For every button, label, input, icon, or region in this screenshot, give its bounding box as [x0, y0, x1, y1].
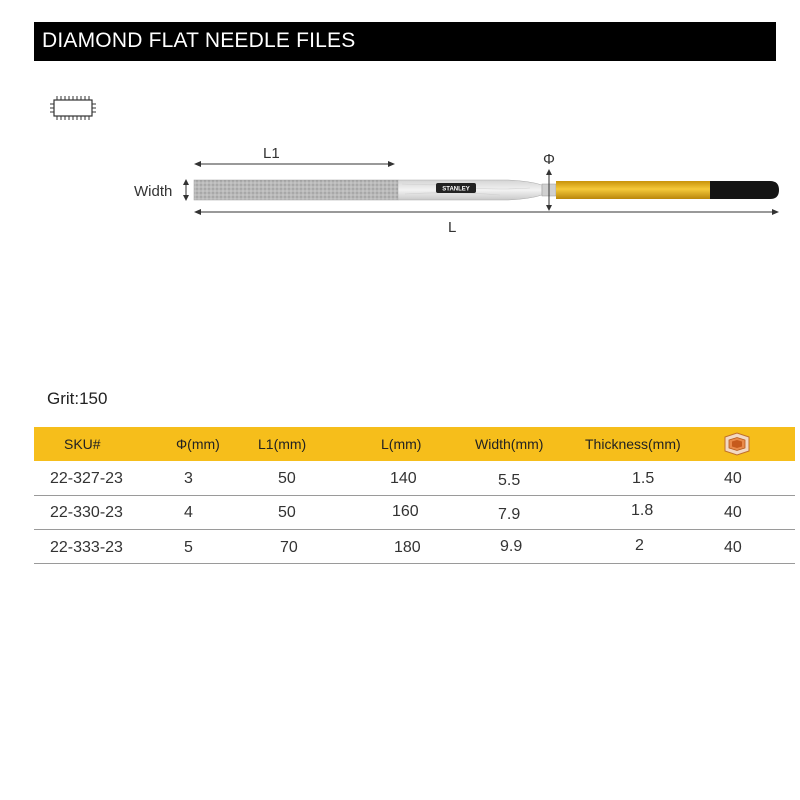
grit-label: Grit:150 — [47, 389, 108, 408]
cell-sku: 22-333-23 — [50, 539, 123, 556]
cell-thickness: 2 — [635, 537, 644, 554]
header-l: L(mm) — [381, 436, 422, 452]
header-sku: SKU# — [64, 436, 101, 452]
cell-l: 180 — [394, 539, 421, 556]
width-label: Width — [134, 183, 173, 200]
header-width: Width(mm) — [475, 436, 544, 452]
diamond-coated-section — [194, 180, 398, 200]
header-l1: L1(mm) — [258, 436, 307, 452]
l1-dimension — [194, 145, 395, 167]
brand-label: STANLEY — [442, 186, 470, 193]
cell-phi: 5 — [184, 539, 193, 556]
handle — [556, 181, 712, 199]
phi-label: Φ — [543, 151, 555, 168]
cell-l1: 50 — [278, 504, 296, 521]
table-row — [34, 461, 795, 496]
cell-thickness: 1.5 — [632, 470, 655, 487]
phi-dimension — [543, 151, 555, 211]
cell-qty: 40 — [724, 504, 742, 521]
cell-qty: 40 — [724, 539, 742, 556]
l-dimension — [194, 209, 779, 236]
cell-width: 7.9 — [498, 506, 521, 523]
header-thickness: Thickness(mm) — [585, 436, 681, 452]
table-row — [34, 495, 795, 530]
cell-qty: 40 — [724, 470, 742, 487]
table-row — [34, 529, 795, 564]
box-icon — [723, 431, 751, 457]
l-label: L — [448, 219, 457, 236]
brand-badge — [436, 183, 476, 193]
cell-sku: 22-327-23 — [50, 470, 123, 487]
file-diagram — [0, 0, 800, 260]
l1-label: L1 — [263, 145, 280, 162]
end-cap — [710, 181, 779, 199]
table-header — [34, 427, 795, 461]
cell-phi: 4 — [184, 504, 193, 521]
cell-l1: 70 — [280, 539, 298, 556]
cell-l: 140 — [390, 470, 417, 487]
cell-sku: 22-330-23 — [50, 504, 123, 521]
cell-thickness: 1.8 — [631, 502, 654, 519]
cell-l: 160 — [392, 503, 419, 520]
cell-phi: 3 — [184, 470, 193, 487]
width-dimension — [134, 179, 189, 201]
header-phi: Φ(mm) — [176, 436, 220, 452]
cell-width: 5.5 — [498, 472, 521, 489]
page-title: DIAMOND FLAT NEEDLE FILES — [42, 29, 356, 52]
cell-width: 9.9 — [500, 538, 523, 555]
cell-l1: 50 — [278, 470, 296, 487]
